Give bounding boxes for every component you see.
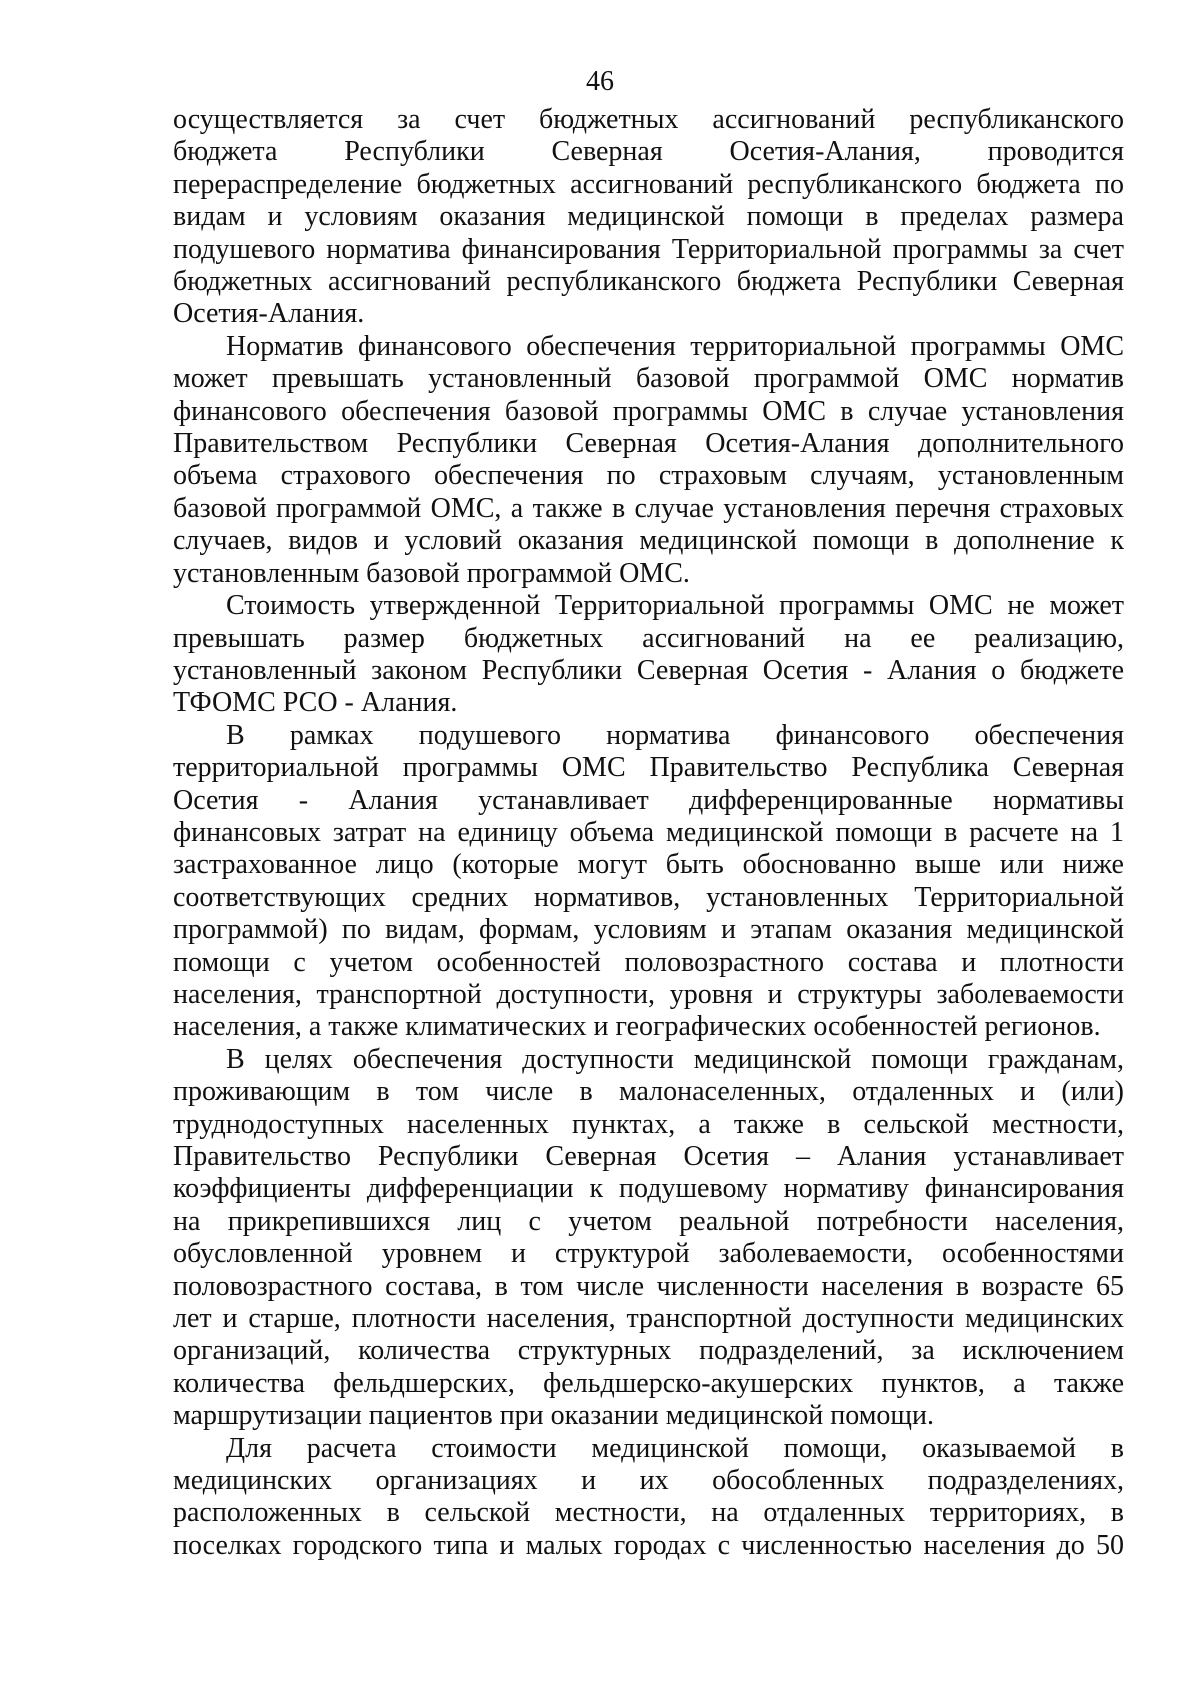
text-line: установленный законом Республики Северная Осетия - Алания о бюджете bbox=[173, 654, 1124, 686]
text-line: случаев, видов и условий оказания медицинской помощи в дополнение к bbox=[173, 525, 1124, 557]
text-line: помощи с учетом особенностей половозрастного состава и плотности bbox=[173, 946, 1124, 978]
text-line: ТФОМС РСО - Алания. bbox=[173, 687, 458, 719]
paragraph bbox=[173, 720, 1124, 1044]
document-body bbox=[173, 104, 1124, 1562]
text-line: подушевого норматива финансирования Территориальной программы за счет bbox=[173, 233, 1124, 265]
text-line: обусловленной уровнем и структурой заболеваемости, особенностями bbox=[173, 1238, 1124, 1270]
text-line: программой) по видам, формам, условиям и этапам оказания медицинской bbox=[173, 914, 1124, 946]
text-line: маршрутизации пациентов при оказании медицинской помощи. bbox=[173, 1400, 934, 1432]
text-line: количества фельдшерских, фельдшерско-акушерских пунктов, а также bbox=[173, 1367, 1124, 1399]
text-line: организаций, количества структурных подразделений, за исключением bbox=[173, 1335, 1124, 1367]
text-line: соответствующих средних нормативов, установленных Территориальной bbox=[173, 881, 1124, 913]
text-line: поселках городского типа и малых городах с численностью населения до 50 bbox=[173, 1529, 1124, 1561]
text-line: Осетия - Алания устанавливает дифференцированные нормативы bbox=[173, 784, 1124, 816]
text-line: застрахованное лицо (которые могут быть обоснованно выше или ниже bbox=[173, 849, 1124, 881]
text-line: бюджетных ассигнований республиканского бюджета Республики Северная bbox=[173, 266, 1124, 298]
paragraph bbox=[173, 1044, 1124, 1433]
text-line: проживающим в том числе в малонаселенных, отдаленных и (или) bbox=[173, 1076, 1124, 1108]
text-line: населения, а также климатических и географических особенностей регионов. bbox=[173, 1011, 1101, 1043]
text-line: финансовых затрат на единицу объема медицинской помощи в расчете на 1 bbox=[173, 816, 1124, 848]
text-line: В рамках подушевого норматива финансового обеспечения bbox=[226, 719, 1124, 751]
text-line: медицинских организациях и их обособленных подразделениях, bbox=[173, 1465, 1124, 1497]
text-line: Стоимость утвержденной Территориальной программы ОМС не может bbox=[226, 590, 1124, 622]
paragraph bbox=[173, 1433, 1124, 1563]
text-line: труднодоступных населенных пунктах, а также в сельской местности, bbox=[173, 1108, 1124, 1140]
text-line: видам и условиям оказания медицинской помощи в пределах размера bbox=[173, 201, 1124, 233]
text-line: может превышать установленный базовой программой ОМС норматив bbox=[173, 363, 1124, 395]
text-line: Норматив финансового обеспечения территориальной программы ОМС bbox=[226, 330, 1124, 362]
text-line: превышать размер бюджетных ассигнований на ее реализацию, bbox=[173, 622, 1124, 654]
text-line: Для расчета стоимости медицинской помощи, оказываемой в bbox=[226, 1432, 1124, 1464]
text-line: населения, транспортной доступности, уровня и структуры заболеваемости bbox=[173, 978, 1124, 1010]
page-number: 46 bbox=[586, 66, 614, 97]
text-line: В целях обеспечения доступности медицинской помощи гражданам, bbox=[226, 1043, 1124, 1075]
text-line: Правительством Республики Северная Осетия-Алания дополнительного bbox=[173, 428, 1124, 460]
text-line: на прикрепившихся лиц с учетом реальной потребности населения, bbox=[173, 1205, 1124, 1237]
paragraph bbox=[173, 104, 1124, 331]
text-line: объема страхового обеспечения по страховым случаям, установленным bbox=[173, 460, 1124, 492]
text-line: бюджета Республики Северная Осетия-Алания, проводится bbox=[173, 136, 1124, 168]
text-line: осуществляется за счет бюджетных ассигнований республиканского bbox=[173, 104, 1124, 135]
paragraph bbox=[173, 331, 1124, 590]
text-line: лет и старше, плотности населения, транспортной доступности медицинских bbox=[173, 1303, 1124, 1335]
text-line: Осетия-Алания. bbox=[173, 298, 365, 330]
text-line: перераспределение бюджетных ассигнований республиканского бюджета по bbox=[173, 168, 1124, 200]
text-line: половозрастного состава, в том числе численности населения в возрасте 65 bbox=[173, 1270, 1124, 1302]
text-line: финансового обеспечения базовой программы ОМС в случае установления bbox=[173, 395, 1124, 427]
text-line: базовой программой ОМС, а также в случае установления перечня страховых bbox=[173, 492, 1124, 524]
text-line: Правительство Республики Северная Осетия – Алания устанавливает bbox=[173, 1141, 1124, 1172]
text-line: территориальной программы ОМС Правительство Республика Северная bbox=[173, 752, 1124, 784]
text-line: расположенных в сельской местности, на отдаленных территориях, в bbox=[173, 1497, 1124, 1529]
paragraph bbox=[173, 590, 1124, 720]
text-line: установленным базовой программой ОМС. bbox=[173, 557, 690, 589]
text-line: коэффициенты дифференциации к подушевому нормативу финансирования bbox=[173, 1173, 1124, 1205]
